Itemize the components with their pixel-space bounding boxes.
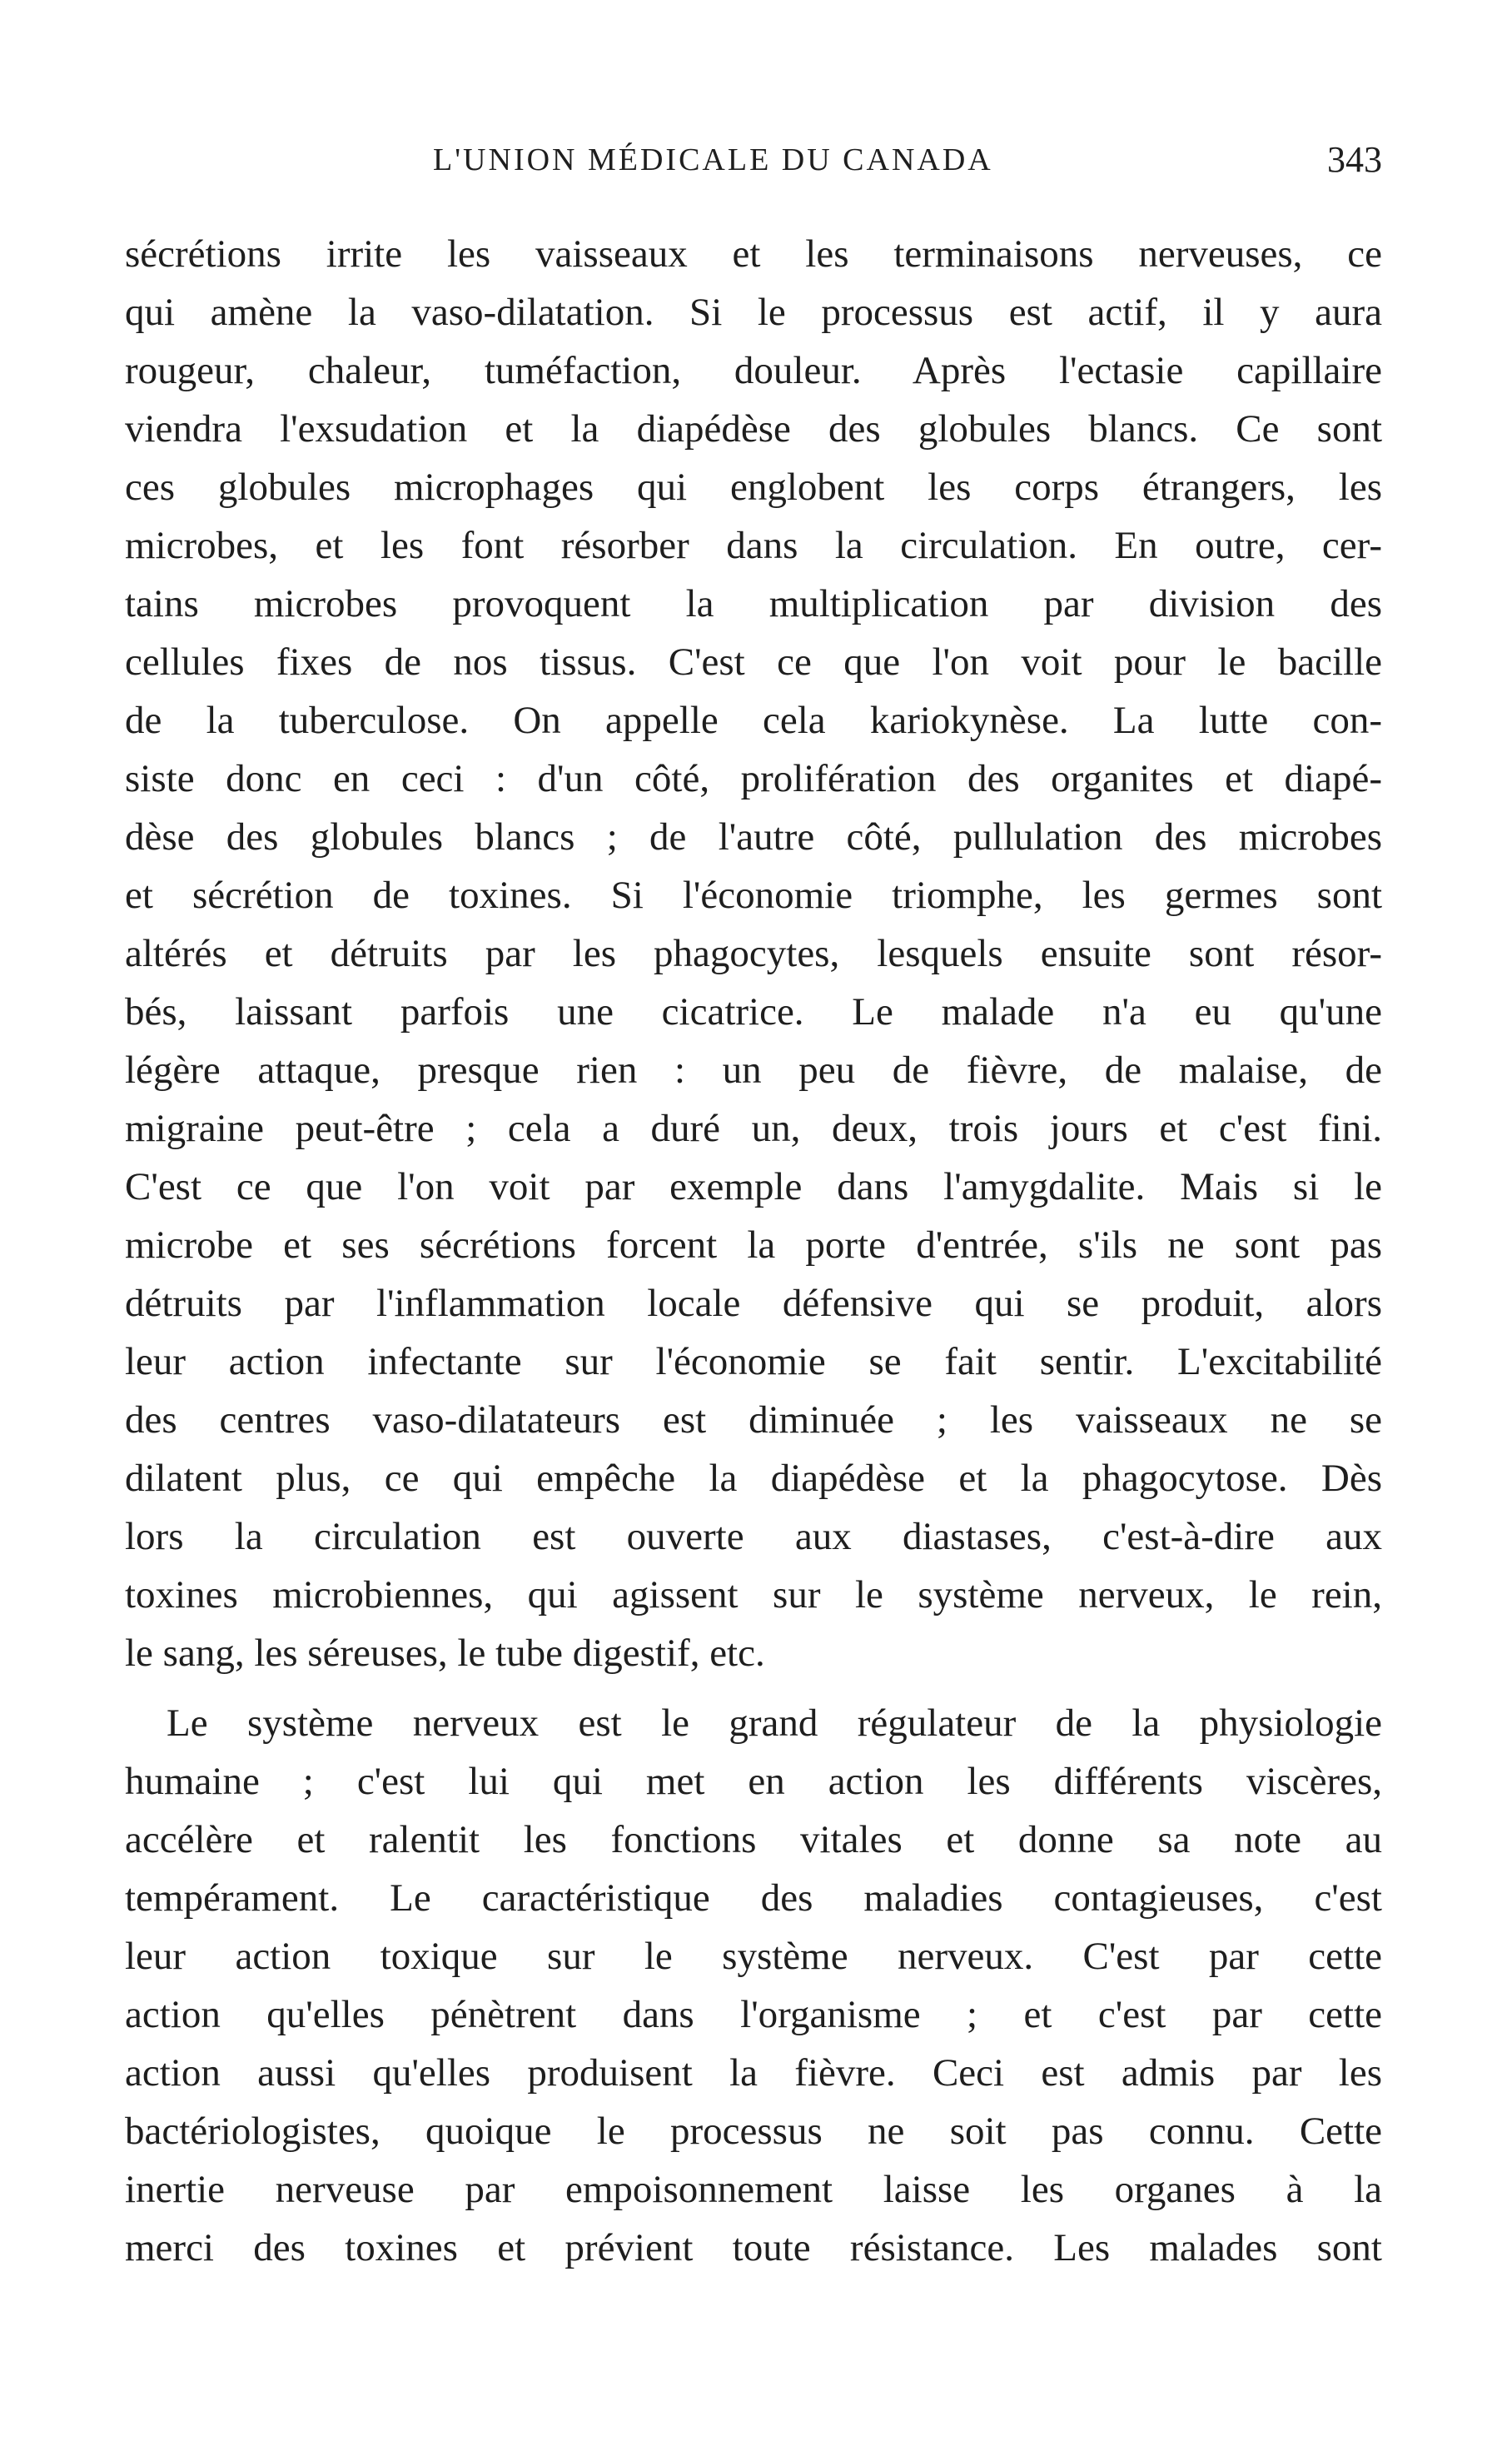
text-line: bactériologistes, quoique le processus ne soit pas connu. Cette (125, 2110, 1382, 2153)
text-line: légère attaque, presque rien : un peu de fièvre, de malaise, de (125, 1049, 1382, 1092)
text-line: et sécrétion de toxines. Si l'économie triomphe, les germes sont (125, 874, 1382, 917)
paragraph-1 (125, 225, 1382, 1682)
text-line: tempérament. Le caractéristique des maladies contagieuses, c'est (125, 1876, 1382, 1920)
text-line: humaine ; c'est lui qui met en action les différents viscères, (125, 1760, 1382, 1803)
text-line: ces globules microphages qui englobent les corps étrangers, les (125, 466, 1382, 509)
text-line: merci des toxines et prévient toute résistance. Les malades sont (125, 2226, 1382, 2269)
text-line: leur action toxique sur le système nerveux. C'est par cette (125, 1935, 1382, 1978)
text-line: dilatent plus, ce qui empêche la diapédèse et la phagocytose. Dès (125, 1457, 1382, 1500)
text-line: C'est ce que l'on voit par exemple dans l'amygdalite. Mais si le (125, 1165, 1382, 1208)
text-line: leur action infectante sur l'économie se fait sentir. L'excitabilité (125, 1340, 1382, 1383)
text-line: accélère et ralentit les fonctions vitales et donne sa note au (125, 1818, 1382, 1861)
text-line: cellules fixes de nos tissus. C'est ce que l'on voit pour le bacille (125, 640, 1382, 684)
page-number: 343 (1327, 139, 1382, 180)
text-line: inertie nerveuse par empoisonnement laisse les organes à la (125, 2168, 1382, 2211)
text-line: Le système nerveux est le grand régulateur de la physiologie (167, 1701, 1382, 1745)
running-head (125, 139, 1382, 192)
text-line: de la tuberculose. On appelle cela kariokynèse. La lutte con- (125, 699, 1382, 742)
text-line: bés, laissant parfois une cicatrice. Le malade n'a eu qu'une (125, 990, 1382, 1034)
text-line: action qu'elles pénètrent dans l'organisme ; et c'est par cette (125, 1993, 1382, 2036)
text-line: microbes, et les font résorber dans la circulation. En outre, cer- (125, 524, 1382, 567)
text-line: microbe et ses sécrétions forcent la porte d'entrée, s'ils ne sont pas (125, 1223, 1382, 1267)
paragraph-2 (125, 1694, 1382, 2277)
running-title: L'UNION MÉDICALE DU CANADA (433, 142, 993, 177)
text-line: siste donc en ceci : d'un côté, prolifération des organites et diapé- (125, 757, 1382, 800)
text-line: migraine peut-être ; cela a duré un, deux, trois jours et c'est fini. (125, 1107, 1382, 1150)
text-line: viendra l'exsudation et la diapédèse des globules blancs. Ce sont (125, 407, 1382, 451)
text-line: lors la circulation est ouverte aux diastases, c'est-à-dire aux (125, 1515, 1382, 1558)
text-line: détruits par l'inflammation locale défensive qui se produit, alors (125, 1282, 1382, 1325)
text-line: le sang, les séreuses, le tube digestif, etc. (125, 1631, 765, 1675)
text-line: sécrétions irrite les vaisseaux et les terminaisons nerveuses, ce (125, 232, 1382, 276)
text-line: tains microbes provoquent la multiplication par division des (125, 582, 1382, 625)
paragraph-gap (125, 1682, 1382, 1694)
text-line: qui amène la vaso-dilatation. Si le processus est actif, il y aura (125, 291, 1382, 334)
text-line: action aussi qu'elles produisent la fièvre. Ceci est admis par les (125, 2051, 1382, 2095)
text-line: dèse des globules blancs ; de l'autre côté, pullulation des microbes (125, 815, 1382, 859)
text-line: des centres vaso-dilatateurs est diminuée ; les vaisseaux ne se (125, 1398, 1382, 1442)
text-line: rougeur, chaleur, tuméfaction, douleur. Après l'ectasie capillaire (125, 349, 1382, 392)
text-line: altérés et détruits par les phagocytes, lesquels ensuite sont résor- (125, 932, 1382, 975)
body-text (125, 225, 1382, 2277)
text-line: toxines microbiennes, qui agissent sur le système nerveux, le rein, (125, 1573, 1382, 1617)
